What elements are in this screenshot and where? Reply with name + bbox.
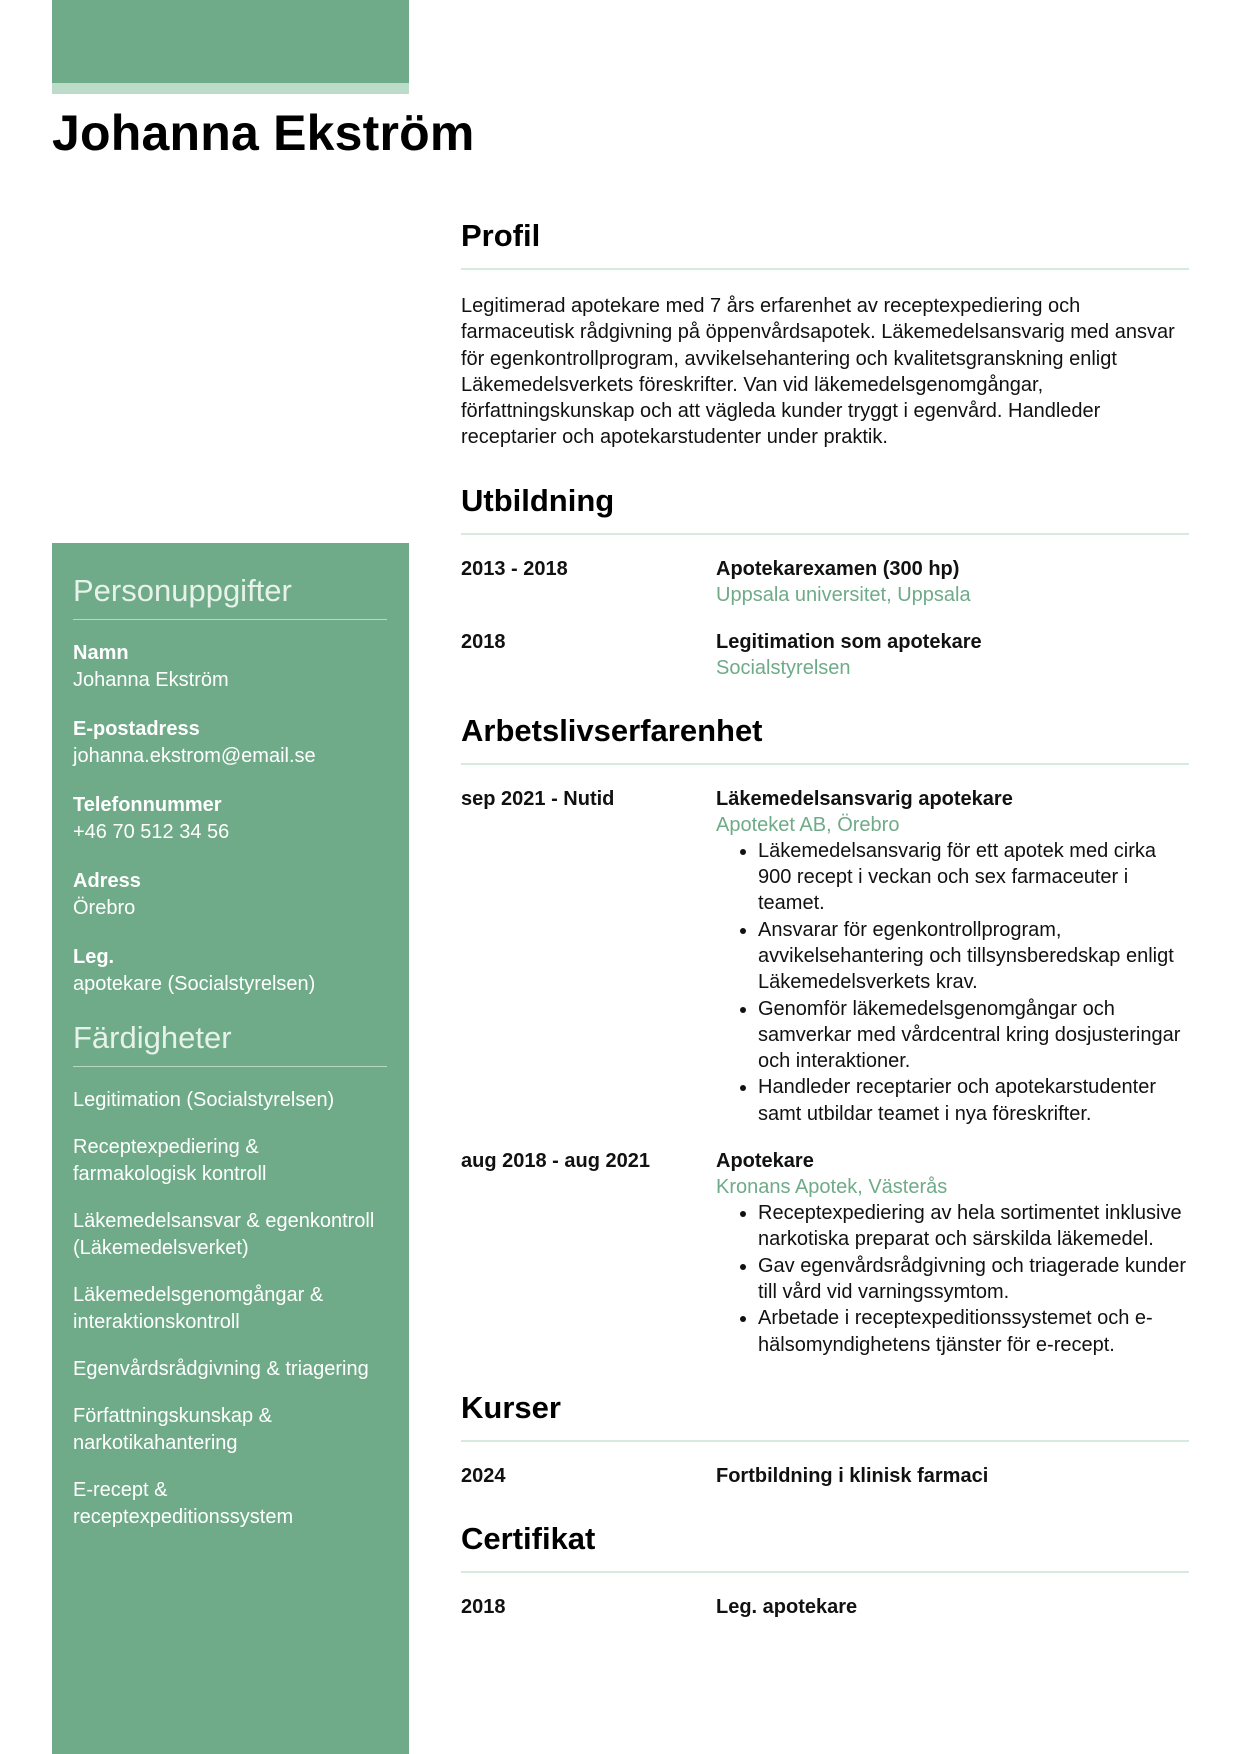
- course-entry: [461, 1463, 1189, 1489]
- personal-info-heading: Personuppgifter: [73, 573, 387, 620]
- main-content: [461, 216, 1189, 1620]
- skill-item: E-recept & receptexpeditionssystem: [73, 1479, 294, 1528]
- personal-value: apotekare (Socialstyrelsen): [73, 973, 316, 995]
- education-entry: [461, 556, 1189, 608]
- bullet-item: • Ansvarar för egenkontrollprogram, avvikelsehantering och tillsynsberedskap enligt Läkemedelsverkets krav.: [758, 917, 1189, 996]
- profile-heading: Profil: [461, 218, 541, 253]
- personal-label: Telefonnummer: [73, 794, 222, 816]
- personal-label: Leg.: [73, 946, 115, 968]
- education-entry: [461, 629, 1189, 681]
- skill-item: Läkemedelsgenomgångar & interaktionskontroll: [73, 1284, 324, 1333]
- bullet-item: • Gav egenvårdsrådgivning och triagerade kunder till vård vid varningssymtom.: [758, 1253, 1189, 1306]
- personal-label: Namn: [73, 642, 129, 664]
- entry-date: sep 2021 - Nutid: [461, 787, 615, 810]
- section-divider: [461, 763, 1189, 765]
- personal-item-email: [73, 716, 387, 770]
- certificates-heading: Certifikat: [461, 1520, 596, 1556]
- bullet-item: • Handleder receptarier och apotekarstudenter samt utbildar teamet i nya föreskrifter.: [758, 1074, 1189, 1127]
- education-heading: Utbildning: [461, 482, 615, 518]
- skill-item: Egenvårdsrådgivning & triagering: [73, 1358, 369, 1380]
- sidebar: [52, 543, 409, 1754]
- entry-title: Fortbildning i klinisk farmaci: [716, 1464, 989, 1487]
- courses-heading: Kurser: [461, 1389, 561, 1425]
- entry-org: Apoteket AB, Örebro: [716, 813, 900, 836]
- skills-heading: Färdigheter: [73, 1020, 387, 1067]
- entry-date: 2018: [461, 1595, 506, 1618]
- experience-entry: [461, 1148, 1189, 1358]
- skill-item: Receptexpediering & farmakologisk kontroll: [73, 1136, 267, 1185]
- bullet-item: • Arbetade i receptexpeditionssystemet och e-hälsomyndighetens tjänster för e-recept.: [758, 1305, 1189, 1358]
- skill-item: Författningskunskap & narkotikahantering: [73, 1405, 272, 1454]
- entry-title: Läkemedelsansvarig apotekare: [716, 787, 1013, 810]
- entry-bullets: [716, 1200, 1189, 1358]
- entry-org: Socialstyrelsen: [716, 656, 851, 679]
- section-divider: [461, 533, 1189, 535]
- entry-date: aug 2018 - aug 2021: [461, 1150, 650, 1173]
- profile-section: [461, 216, 1189, 451]
- bullet-item: • Genomför läkemedelsgenomgångar och samverkar med vårdcentral kring dosjusteringar och interaktioner.: [758, 996, 1189, 1075]
- skill-item: Läkemedelsansvar & egenkontroll (Läkemedelsverket): [73, 1210, 375, 1259]
- entry-title: Leg. apotekare: [716, 1595, 858, 1618]
- entry-date: 2024: [461, 1464, 506, 1487]
- experience-section: [461, 711, 1189, 1358]
- entry-org: Uppsala universitet, Uppsala: [716, 583, 971, 606]
- bullet-item: • Läkemedelsansvarig för ett apotek med cirka 900 recept i veckan och sex farmaceuter i teamet.: [758, 838, 1189, 917]
- education-section: [461, 481, 1189, 681]
- entry-title: Legitimation som apotekare: [716, 630, 982, 653]
- header-color-block: [52, 0, 409, 83]
- personal-item-address: [73, 868, 387, 922]
- personal-label: Adress: [73, 870, 141, 892]
- entry-date: 2013 - 2018: [461, 557, 568, 580]
- personal-value: Örebro: [73, 897, 136, 919]
- personal-value: +46 70 512 34 56: [73, 821, 230, 843]
- skill-item: Legitimation (Socialstyrelsen): [73, 1089, 335, 1111]
- experience-heading: Arbetslivserfarenhet: [461, 712, 763, 748]
- personal-value: Johanna Ekström: [73, 669, 229, 691]
- personal-item-name: [73, 640, 387, 694]
- profile-text: Legitimerad apotekare med 7 års erfarenhet av receptexpediering och farmaceutisk rådgivning på öppenvårdsapotek. Läkemedelsansvarig med ansvar för egenkontrollprogram, avvikelsehantering och kvalitetsgranskning enligt Läkemedelsverkets föreskrifter. Van vid läkemedelsgenomgångar, författningskunskap och att vägleda kunder tryggt i egenvård. Handleder receptarier och apotekarstudenter under praktik.: [461, 295, 1175, 449]
- certificate-entry: [461, 1594, 1189, 1620]
- entry-bullets: [716, 838, 1189, 1127]
- personal-value: johanna.ekstrom@email.se: [73, 745, 316, 767]
- entry-date: 2018: [461, 630, 506, 653]
- section-divider: [461, 268, 1189, 270]
- candidate-name: Johanna Ekström: [52, 105, 475, 161]
- personal-item-license: [73, 944, 387, 998]
- entry-title: Apotekare: [716, 1150, 814, 1173]
- entry-title: Apotekarexamen (300 hp): [716, 557, 960, 580]
- bullet-item: • Receptexpediering av hela sortimentet inklusive narkotiska preparat och särskilda läkemedel.: [758, 1200, 1189, 1253]
- skills-list: [73, 1087, 387, 1531]
- personal-item-phone: [73, 792, 387, 846]
- header-accent-stripe: [52, 83, 409, 94]
- section-divider: [461, 1571, 1189, 1573]
- section-divider: [461, 1440, 1189, 1442]
- courses-section: [461, 1388, 1189, 1489]
- certificates-section: [461, 1519, 1189, 1620]
- experience-entry: [461, 786, 1189, 1127]
- personal-label: E-postadress: [73, 718, 200, 740]
- entry-org: Kronans Apotek, Västerås: [716, 1176, 948, 1199]
